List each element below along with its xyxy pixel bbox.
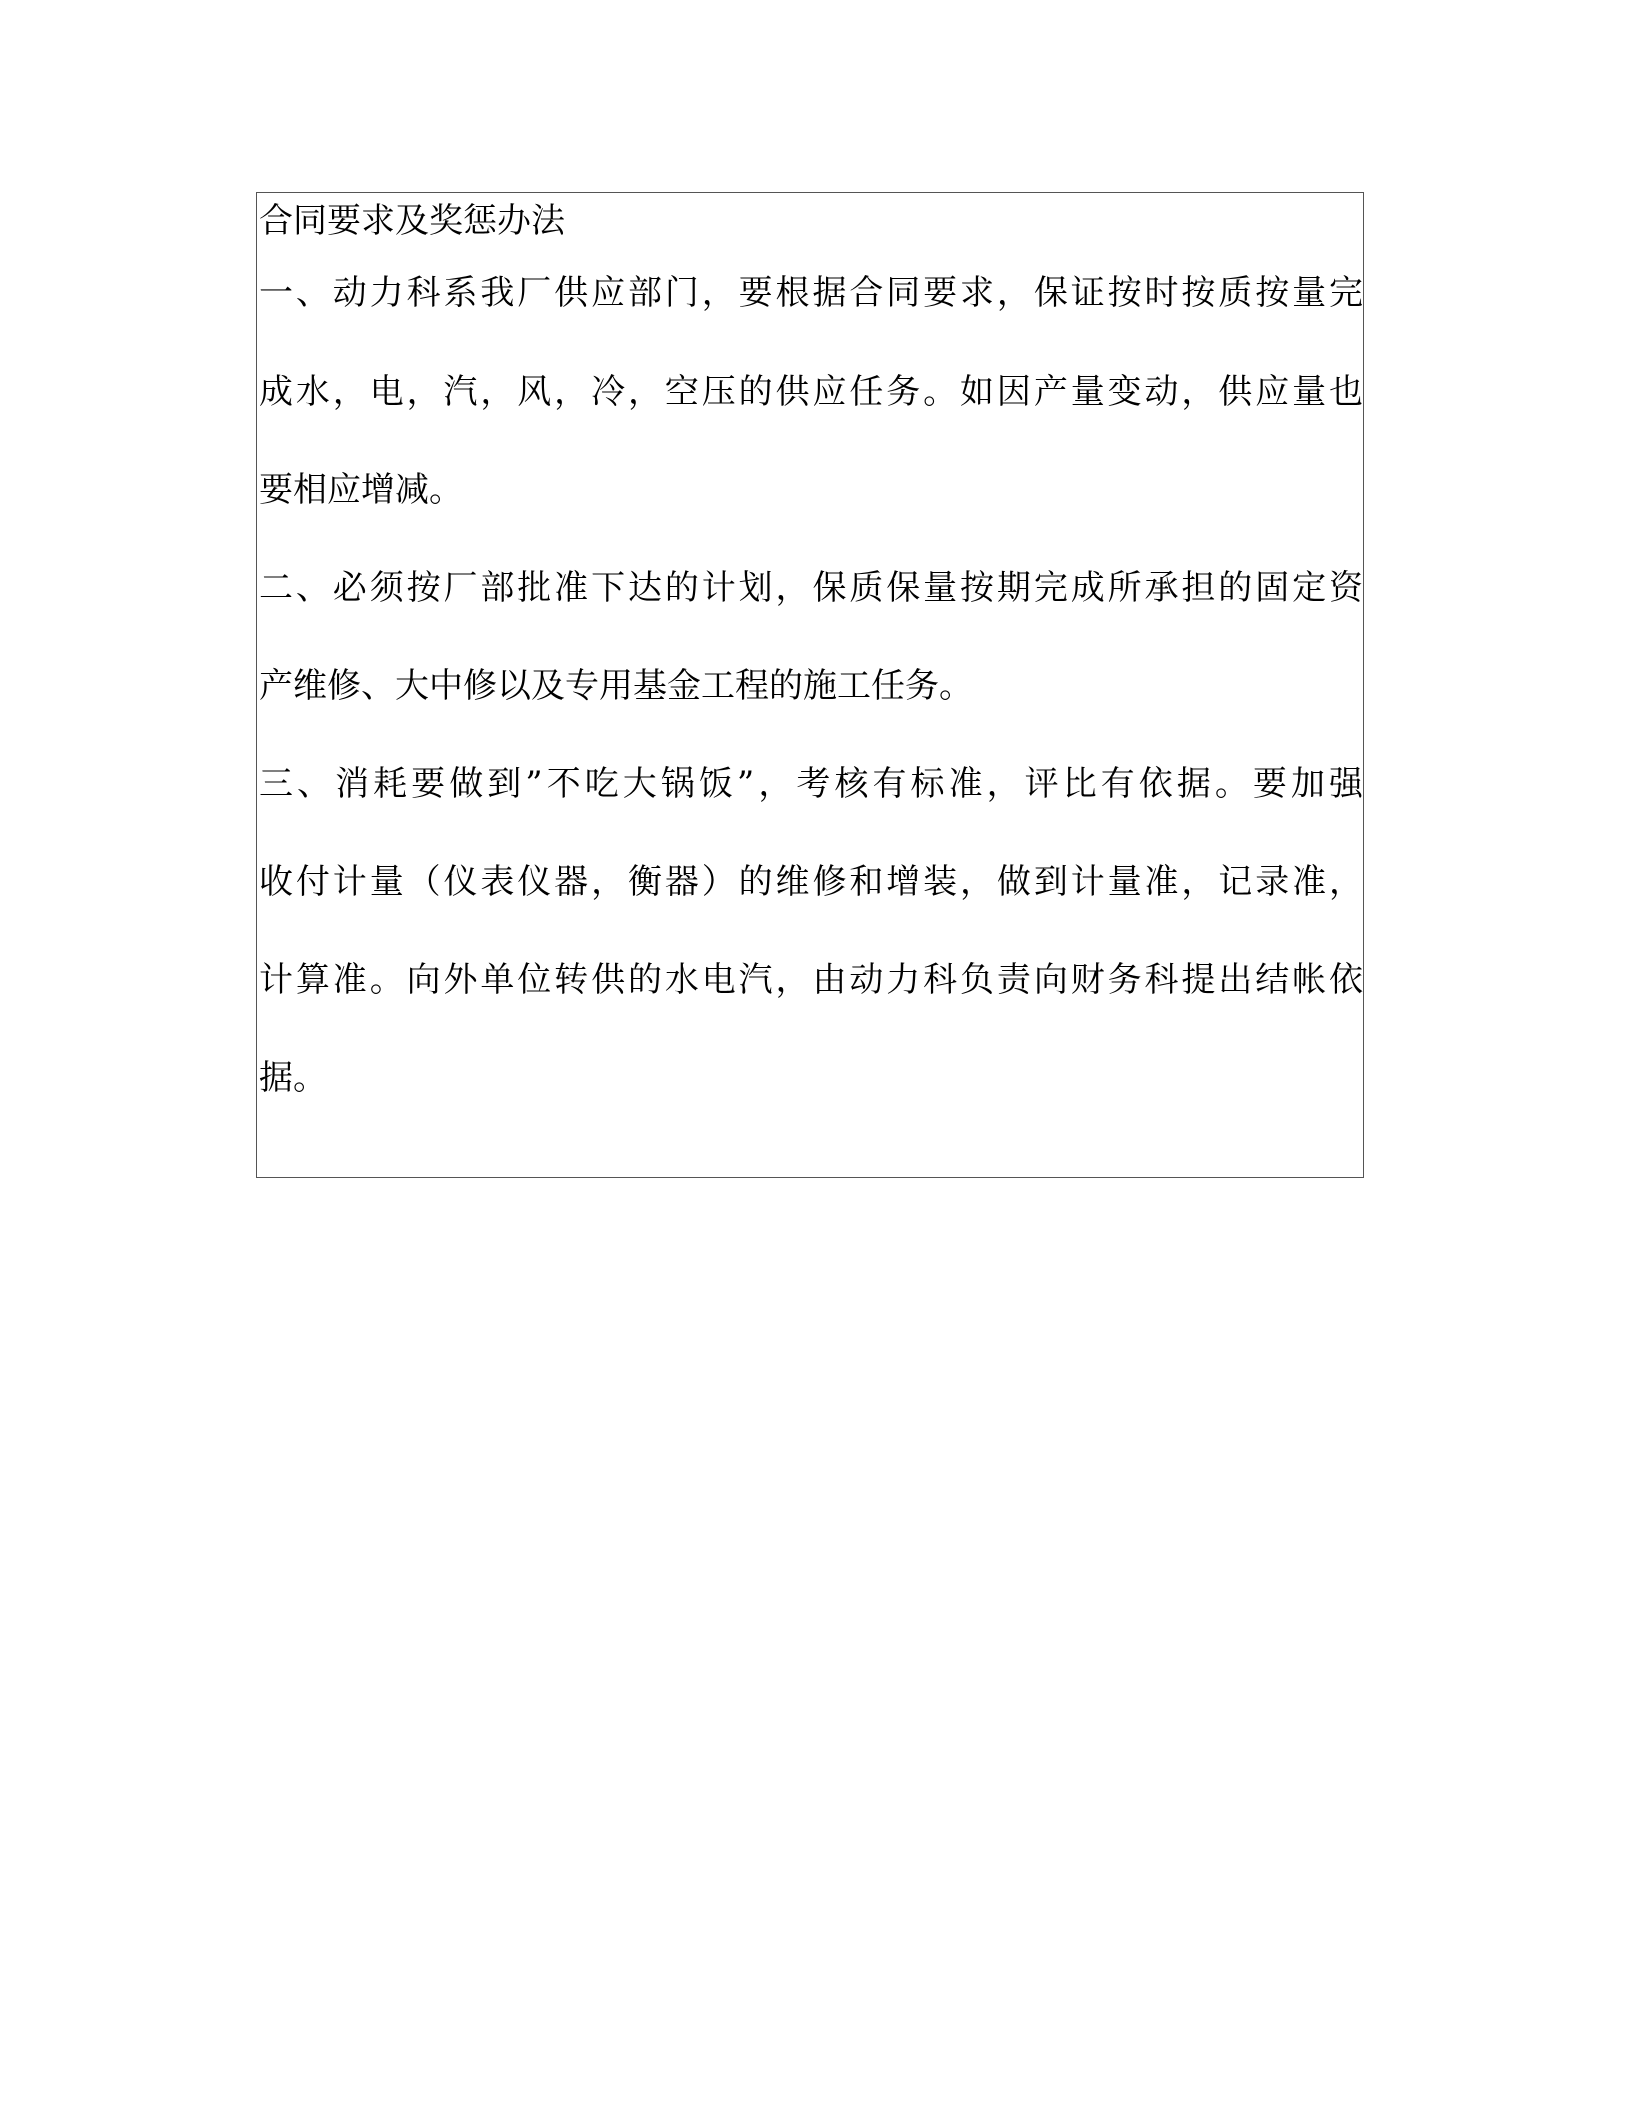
document-title: 合同要求及奖惩办法: [259, 201, 565, 241]
paragraph-2-line-1: 二、必须按厂部批准下达的计划，保质保量按期完成所承担的固定资: [259, 568, 1363, 608]
paragraph-3-line-4: 据。: [259, 1058, 327, 1098]
paragraph-1-line-3: 要相应增减。: [259, 470, 463, 510]
paragraph-3-line-1: 三、消耗要做到”不吃大锅饭”，考核有标准，评比有依据。要加强: [259, 764, 1363, 804]
paragraph-1-line-1: 一、动力科系我厂供应部门，要根据合同要求，保证按时按质按量完: [259, 273, 1363, 313]
content-box: [256, 192, 1364, 1178]
paragraph-3-line-2: 收付计量（仪表仪器，衡器）的维修和增装，做到计量准，记录准，: [259, 862, 1363, 902]
paragraph-3-line-3: 计算准。向外单位转供的水电汽，由动力科负责向财务科提出结帐依: [259, 960, 1363, 1000]
paragraph-1-line-2: 成水，电，汽，风，冷，空压的供应任务。如因产量变动，供应量也: [259, 372, 1363, 412]
paragraph-2-line-2: 产维修、大中修以及专用基金工程的施工任务。: [259, 666, 973, 706]
